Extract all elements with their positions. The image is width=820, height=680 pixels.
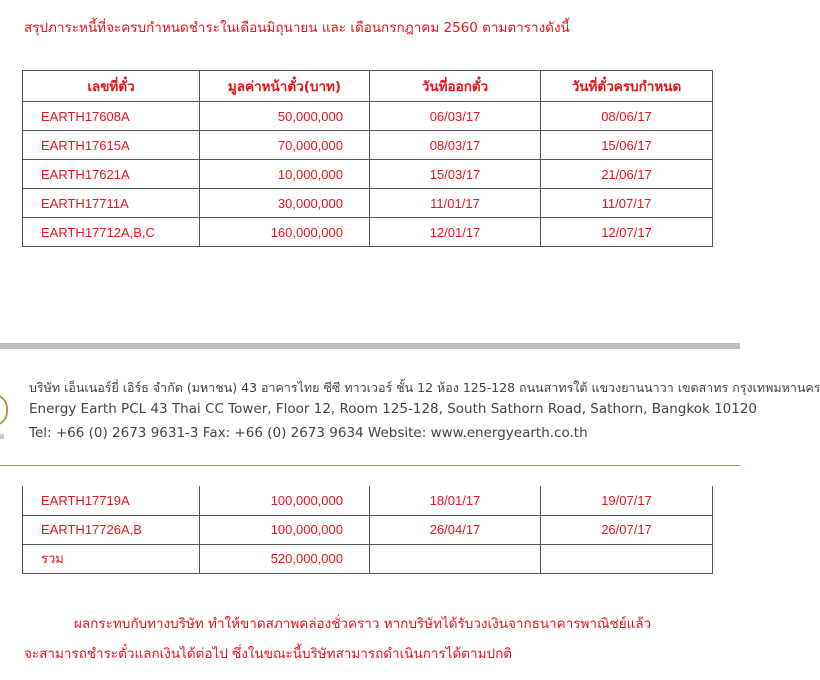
debt-schedule-table xyxy=(22,70,713,247)
table-row xyxy=(23,160,713,189)
table-header-row xyxy=(23,71,713,102)
impact-paragraph-line2: จะสามารถชำระตั๋วแลกเงินได้ต่อไป ซึ่งในขณะนี้บริษัทสามารถดำเนินการได้ตามปกติ xyxy=(24,646,513,662)
maturity-date: 12/07/17 xyxy=(541,218,713,247)
maturity-date: 11/07/17 xyxy=(541,189,713,218)
maturity-date: 21/06/17 xyxy=(541,160,713,189)
total-label: รวม xyxy=(23,544,200,573)
issue-date: 12/01/17 xyxy=(370,218,541,247)
impact-paragraph-line1: ผลกระทบกับทางบริษัท ทำให้ขาดสภาพคล่องชั่วคราว หากบริษัทได้รับวงเงินจากธนาคารพาณิชย์แล้ว xyxy=(74,616,652,632)
letterhead-thai-address: บริษัท เอ็นเนอร์ยี่ เอิร์ธ จำกัด (มหาชน) 43 อาคารไทย ซีซี ทาวเวอร์ ชั้น 12 ห้อง 125-128 ถนนสาทรใต้ แขวงยานนาวา เขตสาทร กรุงเทพมหานคร xyxy=(29,380,820,395)
face-value: 160,000,000 xyxy=(200,218,370,247)
maturity-date: 08/06/17 xyxy=(541,102,713,131)
total-value: 520,000,000 xyxy=(200,544,370,573)
header-maturity-date: วันที่ตั๋วครบกำหนด xyxy=(541,71,713,102)
face-value: 30,000,000 xyxy=(200,189,370,218)
face-value: 100,000,000 xyxy=(200,486,370,515)
ticket-number: EARTH17711A xyxy=(23,189,200,218)
summary-heading: สรุปภาระหนี้ที่จะครบกำหนดชำระในเดือนมิถุนายน และ เดือนกรกฎาคม 2560 ตามตารางดังนี้ xyxy=(24,20,570,36)
table-row xyxy=(23,486,713,515)
letterhead-contact: Tel: +66 (0) 2673 9631-3 Fax: +66 (0) 2673 9634 Website: www.energyearth.co.th xyxy=(29,425,588,441)
ticket-number: EARTH17719A xyxy=(23,486,200,515)
issue-date: 08/03/17 xyxy=(370,131,541,160)
maturity-date: 26/07/17 xyxy=(541,515,713,544)
header-face-value: มูลค่าหน้าตั๋ว(บาท) xyxy=(200,71,370,102)
letterhead-english-address: Energy Earth PCL 43 Thai CC Tower, Floor 12, Room 125-128, South Sathorn Road, Sathorn, Bangkok 10120 xyxy=(29,401,758,417)
company-logo-icon xyxy=(0,394,8,426)
ticket-number: EARTH17608A xyxy=(23,102,200,131)
issue-date: 11/01/17 xyxy=(370,189,541,218)
maturity-date: 15/06/17 xyxy=(541,131,713,160)
logo-fragment-text: il xyxy=(0,433,4,441)
debt-schedule-table-continued xyxy=(22,486,713,574)
maturity-date: 19/07/17 xyxy=(541,486,713,515)
issue-date: 18/01/17 xyxy=(370,486,541,515)
ticket-number: EARTH17621A xyxy=(23,160,200,189)
company-letterhead xyxy=(0,349,820,469)
header-ticket-number: เลขที่ตั๋ว xyxy=(23,71,200,102)
table-row xyxy=(23,189,713,218)
issue-date: 06/03/17 xyxy=(370,102,541,131)
face-value: 100,000,000 xyxy=(200,515,370,544)
issue-date xyxy=(370,544,541,573)
face-value: 50,000,000 xyxy=(200,102,370,131)
issue-date: 26/04/17 xyxy=(370,515,541,544)
table-row xyxy=(23,131,713,160)
letterhead-rule xyxy=(0,465,740,466)
ticket-number: EARTH17712A,B,C xyxy=(23,218,200,247)
issue-date: 15/03/17 xyxy=(370,160,541,189)
face-value: 10,000,000 xyxy=(200,160,370,189)
table-row xyxy=(23,102,713,131)
ticket-number: EARTH17726A,B xyxy=(23,515,200,544)
table-total-row xyxy=(23,544,713,573)
ticket-number: EARTH17615A xyxy=(23,131,200,160)
table-row xyxy=(23,218,713,247)
maturity-date xyxy=(541,544,713,573)
header-issue-date: วันที่ออกตั๋ว xyxy=(370,71,541,102)
face-value: 70,000,000 xyxy=(200,131,370,160)
table-row xyxy=(23,515,713,544)
